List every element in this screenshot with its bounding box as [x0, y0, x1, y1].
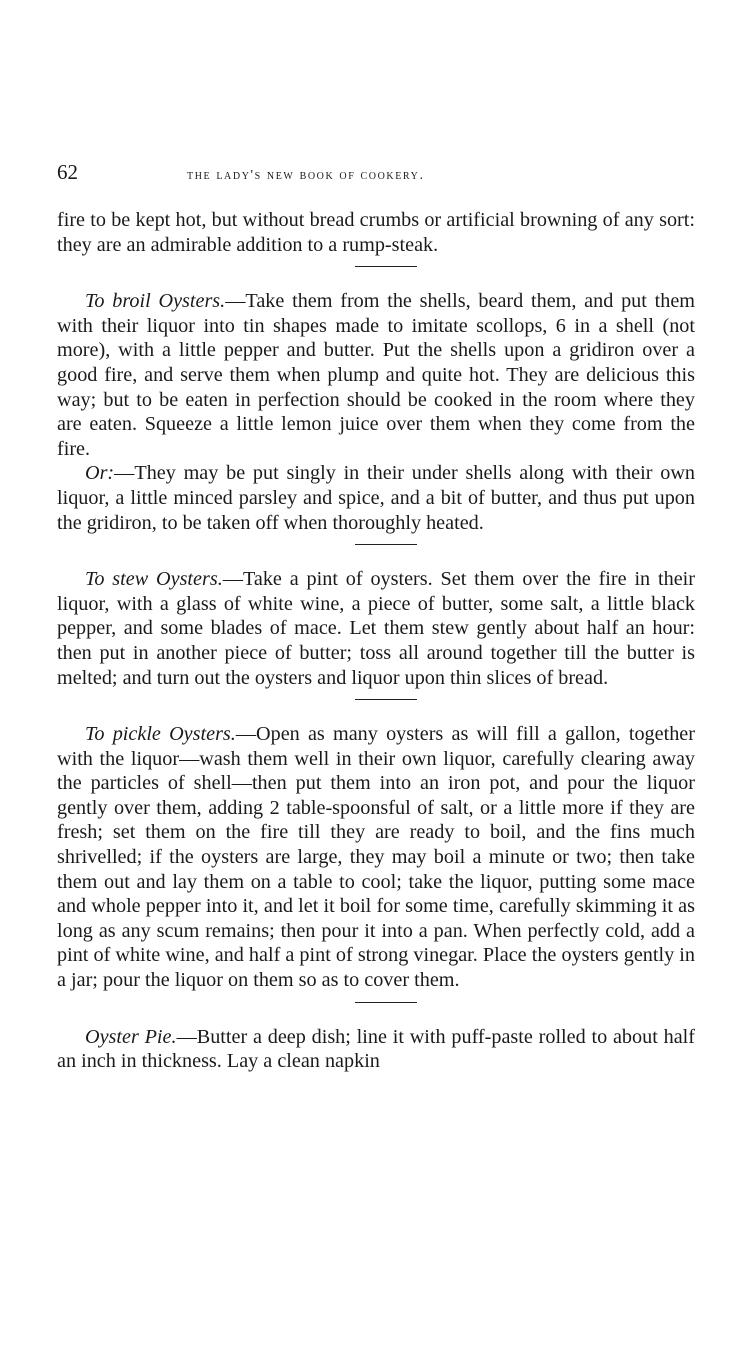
section-divider — [355, 544, 417, 545]
recipe-broil-oysters-variant — [57, 461, 695, 535]
paragraph-continuation — [57, 208, 695, 257]
recipe-heading: To pickle Oysters. — [85, 723, 236, 746]
page-number: 62 — [57, 160, 78, 184]
running-head — [57, 160, 695, 190]
recipe-text: —Take a pint of oysters. Set them over the fire in their liquor, with a glass of white wine, a piece of butter, some salt, a little black pepper, and some blades of mace. Let them stew gently about half an hour: then put in another piece of butter; toss all around together till the butter is melted; and turn out the oysters and liquor upon thin slices of bread. — [57, 568, 695, 689]
recipe-text: —They may be put singly in their under shells along with their own liquor, a little minced parsley and spice, and a bit of butter, and thus put upon the gridiron, to be taken off when thoroughly heated. — [57, 462, 695, 534]
section-divider — [355, 266, 417, 267]
section-divider — [355, 1002, 417, 1003]
recipe-text: —Butter a deep dish; line it with puff-paste rolled to about half an inch in thickness. Lay a clean napkin — [57, 1025, 695, 1073]
recipe-text: —Open as many oysters as will fill a gallon, together with the liquor—wash them well in their own liquor, carefully clearing away the particles of shell—then put them into an iron pot, and pour the liquor gently over them, adding 2 table-spoonsful of salt, or a little more if they are fresh; set them on the fire till they are ready to boil, and the fins much shrivelled; if the oysters are large, they may boil a minute or two; then take them out and lay them on a table to cool; take the liquor, putting some mace and whole pepper into it, and let it boil for some time, carefully skimming it as long as any scum remains; then pour it into a pan. When perfectly cold, add a pint of white wine, and half a pint of strong vinegar. Place the oysters gently in a jar; pour the liquor on them so as to cover them. — [57, 723, 695, 992]
recipe-oyster-pie — [57, 1025, 695, 1074]
paragraph-text: fire to be kept hot, but without bread crumbs or artificial browning of any sort: they are an admirable addition to a rump-steak. — [57, 209, 695, 256]
section-divider — [355, 699, 417, 700]
recipe-text: —Take them from the shells, beard them, and put them with their liquor into tin shapes made to imitate scollops, 6 in a shell (not more), with a little pepper and butter. Put the shells upon a gridiron over a good fire, and serve them when plump and quite hot. They are delicious this way; but to be eaten in perfection should be cooked in the room where they are eaten. Squeeze a little lemon juice over them when they come from the fire. — [57, 290, 695, 460]
recipe-heading: Or: — [85, 462, 115, 485]
book-page — [57, 160, 695, 1074]
recipe-heading: To stew Oysters. — [85, 568, 223, 591]
recipe-pickle-oysters — [57, 722, 695, 993]
recipe-stew-oysters — [57, 567, 695, 690]
recipe-heading: To broil Oysters. — [85, 290, 226, 313]
running-title: the lady's new book of cookery. — [187, 168, 425, 183]
recipe-heading: Oyster Pie. — [85, 1025, 177, 1048]
recipe-broil-oysters — [57, 289, 695, 461]
